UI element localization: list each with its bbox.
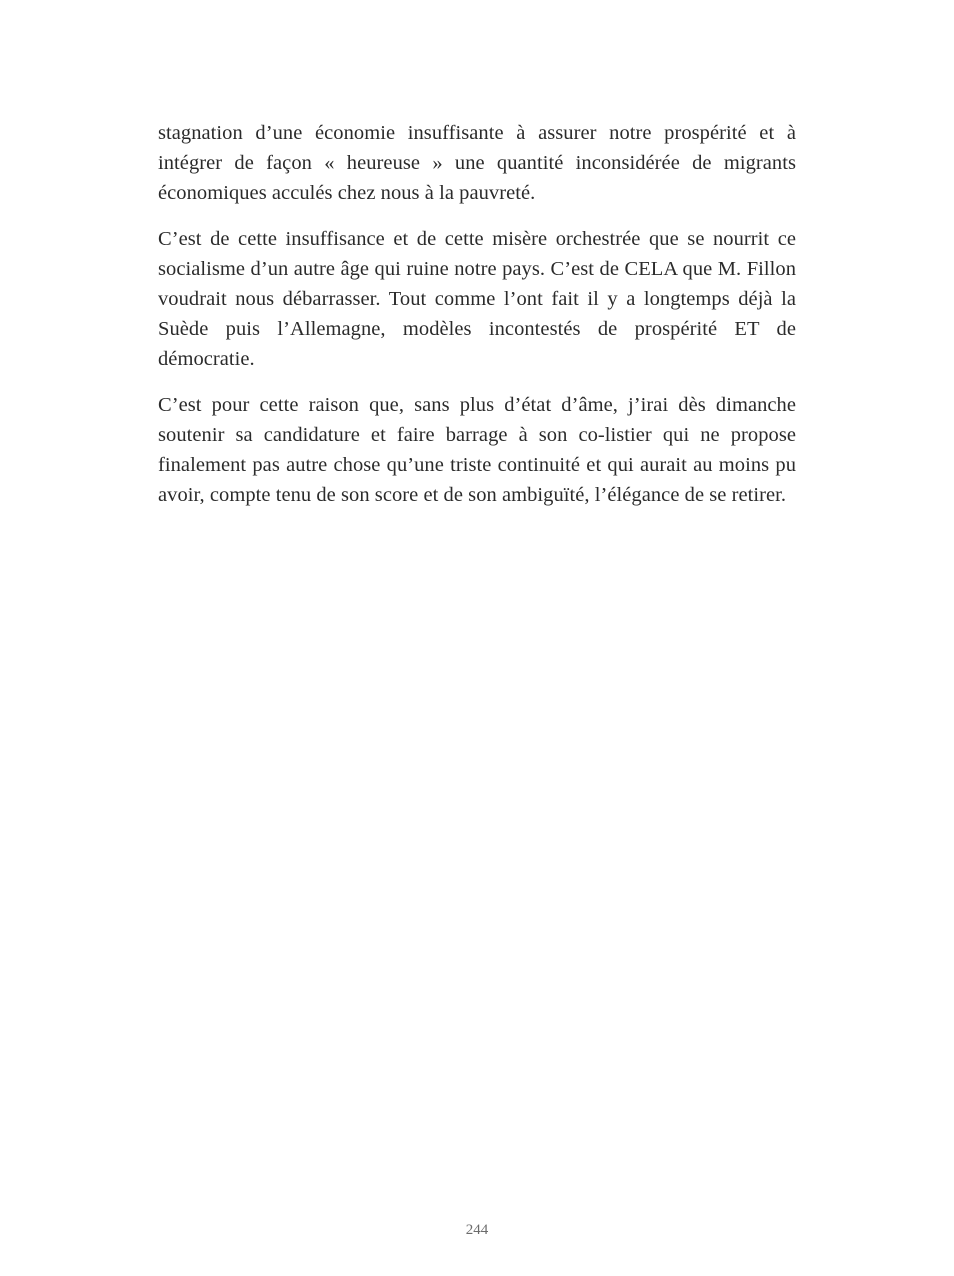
paragraph-2: C’est de cette insuffisance et de cette misère orchestrée que se nourrit ce socialisme d’un autre âge qui ruine notre pays. C’est de CELA que M. Fillon voudrait nous débarrasser. Tout comme l’ont fait il y a longtemps déjà la Suède puis l’Allemagne, modèles incontestés de prospérité ET de démocratie. bbox=[158, 228, 796, 370]
page-body bbox=[158, 118, 796, 526]
paragraph-3: C’est pour cette raison que, sans plus d’état d’âme, j’irai dès dimanche soutenir sa candidature et faire barrage à son co-listier qui ne propose finalement pas autre chose qu’une triste continuité et qui aurait au moins pu avoir, compte tenu de son score et de son ambiguïté, l’élégance de se retirer. bbox=[158, 394, 796, 506]
page-number: 244 bbox=[465, 1222, 489, 1238]
paragraph-1: stagnation d’une économie insuffisante à assurer notre prospérité et à intégrer de façon « heureuse » une quantité inconsidérée de migrants économiques acculés chez nous à la pauvreté. bbox=[158, 122, 796, 204]
